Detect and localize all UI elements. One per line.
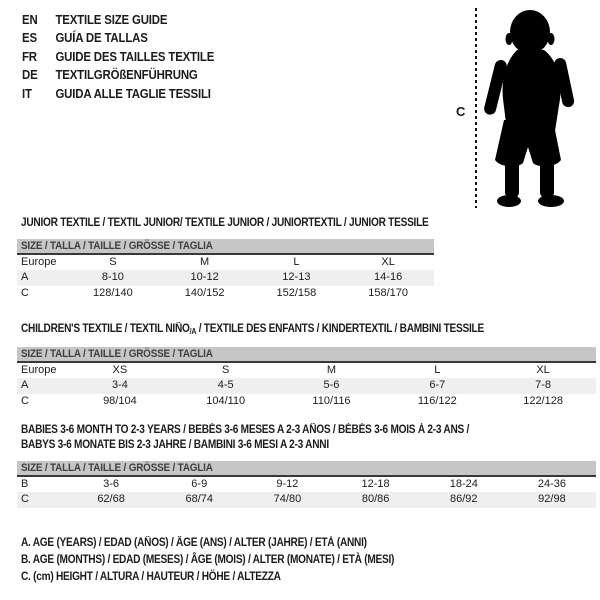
section-title-babies (21, 423, 469, 453)
size-cell: 92/98 (538, 493, 566, 506)
size-cell: S (222, 364, 230, 376)
size-cell: 98/104 (103, 394, 137, 407)
size-cell: 62/68 (97, 493, 125, 506)
note-age-months: B. AGE (MONTHS) / EDAD (MESES) / ÂGE (MOIS) / ALTER (MONATE) / ETÀ (MESI) (21, 554, 395, 567)
row-label: A (21, 271, 29, 284)
size-cell: 74/80 (273, 493, 302, 506)
language-row (22, 66, 214, 84)
size-cell: 12-13 (282, 271, 311, 284)
size-cell: 68/74 (185, 493, 214, 506)
size-header-bar (17, 239, 434, 255)
language-title: GUIDE DES TAILLES TEXTILE (55, 48, 215, 64)
size-cell: M (326, 364, 337, 376)
title-text: CHILDREN'S TEXTILE / TEXTIL NIÑO (21, 323, 190, 335)
title-line-2: BABYS 3-6 MONATE BIS 2-3 JAHRE / BAMBINI 3-6 MESI A 2-3 ANNI (21, 439, 329, 451)
size-header-label: SIZE / TALLA / TAILLE / GRÖSSE / TAGLIA (21, 240, 213, 252)
language-row (22, 29, 214, 47)
table-row-age-months (17, 477, 596, 492)
row-label: C (21, 493, 29, 506)
language-code: IT (22, 85, 32, 101)
size-cell: 110/116 (312, 394, 351, 407)
size-cell: 86/92 (450, 493, 478, 506)
size-cell: S (109, 256, 117, 268)
size-cell: 12-18 (361, 478, 390, 490)
size-cell: 24-36 (537, 478, 567, 490)
size-cell: 6-7 (429, 379, 446, 392)
size-cell: 4-5 (217, 379, 234, 392)
language-code: DE (22, 67, 38, 83)
row-label: C (21, 394, 29, 407)
section-title-junior: JUNIOR TEXTILE / TEXTIL JUNIOR/ TEXTILE JUNIOR / JUNIORTEXTIL / JUNIOR TESSILE (21, 217, 429, 229)
table-row-age (17, 270, 434, 285)
size-cell: L (434, 364, 441, 376)
table-row-height (17, 492, 596, 507)
note-age-years: A. AGE (YEARS) / EDAD (AÑOS) / ÂGE (ANS) / ALTER (JAHRE) / ETÀ (ANNI) (21, 537, 367, 549)
language-code: ES (22, 30, 37, 46)
language-title: GUÍA DE TALLAS (55, 30, 148, 46)
section-title-children (21, 322, 484, 339)
language-title: GUIDA ALLE TAGLIE TESSILI (55, 85, 211, 101)
language-code: FR (22, 48, 37, 64)
size-header-label: SIZE / TALLA / TAILLE / GRÖSSE / TAGLIA (21, 462, 213, 474)
size-table-junior (17, 239, 434, 301)
size-cell: 158/170 (368, 286, 408, 299)
baby-silhouette-icon (482, 5, 582, 210)
legend-notes (21, 535, 394, 587)
row-label: A (21, 379, 29, 392)
size-cell: 116/122 (417, 394, 457, 407)
size-cell: 122/128 (523, 394, 563, 407)
table-row-europe (17, 255, 434, 270)
height-measure-dashed-line (475, 8, 477, 208)
size-cell: 8-10 (101, 271, 124, 284)
row-label: Europe (21, 364, 57, 376)
size-cell: 104/110 (206, 394, 246, 407)
title-subscript: /A (189, 327, 197, 336)
size-cell: 140/152 (184, 286, 225, 299)
note-height: C. (cm) HEIGHT / ALTURA / HAUTEUR / HÖHE / ALTEZZA (21, 571, 281, 584)
size-cell: XL (381, 256, 395, 268)
size-cell: 14-16 (374, 271, 403, 284)
size-cell: 9-12 (276, 478, 299, 490)
size-header-label: SIZE / TALLA / TAILLE / GRÖSSE / TAGLIA (21, 348, 213, 360)
language-code: EN (22, 12, 38, 27)
table-row-age (17, 378, 596, 393)
size-cell: 3-6 (103, 478, 120, 490)
size-cell: 3-4 (111, 379, 128, 392)
language-title-list (22, 11, 214, 103)
table-row-height (17, 394, 596, 409)
row-label: C (21, 286, 29, 299)
title-line-1: BABIES 3-6 MONTH TO 2-3 YEARS / BEBÉS 3-6 MESES A 2-3 AÑOS / BÉBÉS 3-6 MOIS À 2-3 ANS / (21, 424, 470, 436)
row-label: Europe (21, 256, 57, 268)
size-cell: M (200, 256, 210, 268)
language-row (22, 85, 214, 103)
table-row-europe (17, 363, 596, 378)
size-cell: 7-8 (535, 379, 552, 392)
title-text: / TEXTILE DES ENFANTS / KINDERTEXTIL / BAMBINI TESSILE (196, 323, 484, 335)
size-header-bar (17, 347, 596, 363)
size-cell: 6-9 (191, 478, 208, 490)
size-cell: 152/158 (276, 286, 317, 299)
language-row (22, 48, 214, 66)
size-cell: 128/140 (92, 286, 133, 299)
size-cell: XL (536, 364, 550, 376)
size-cell: L (293, 256, 300, 268)
language-row (22, 11, 214, 29)
size-table-children (17, 347, 596, 409)
size-cell: 5-6 (323, 379, 340, 392)
language-title: TEXTILGRÖßENFÜHRUNG (55, 67, 198, 83)
size-cell: 10-12 (190, 271, 219, 284)
height-label-c: C (456, 104, 466, 119)
size-cell: XS (112, 364, 128, 376)
size-table-babies (17, 461, 596, 508)
size-header-bar (17, 461, 596, 477)
row-label: B (21, 478, 29, 490)
language-title: TEXTILE SIZE GUIDE (55, 12, 168, 27)
table-row-height (17, 286, 434, 301)
size-cell: 18-24 (449, 478, 478, 490)
size-cell: 80/86 (361, 493, 390, 506)
